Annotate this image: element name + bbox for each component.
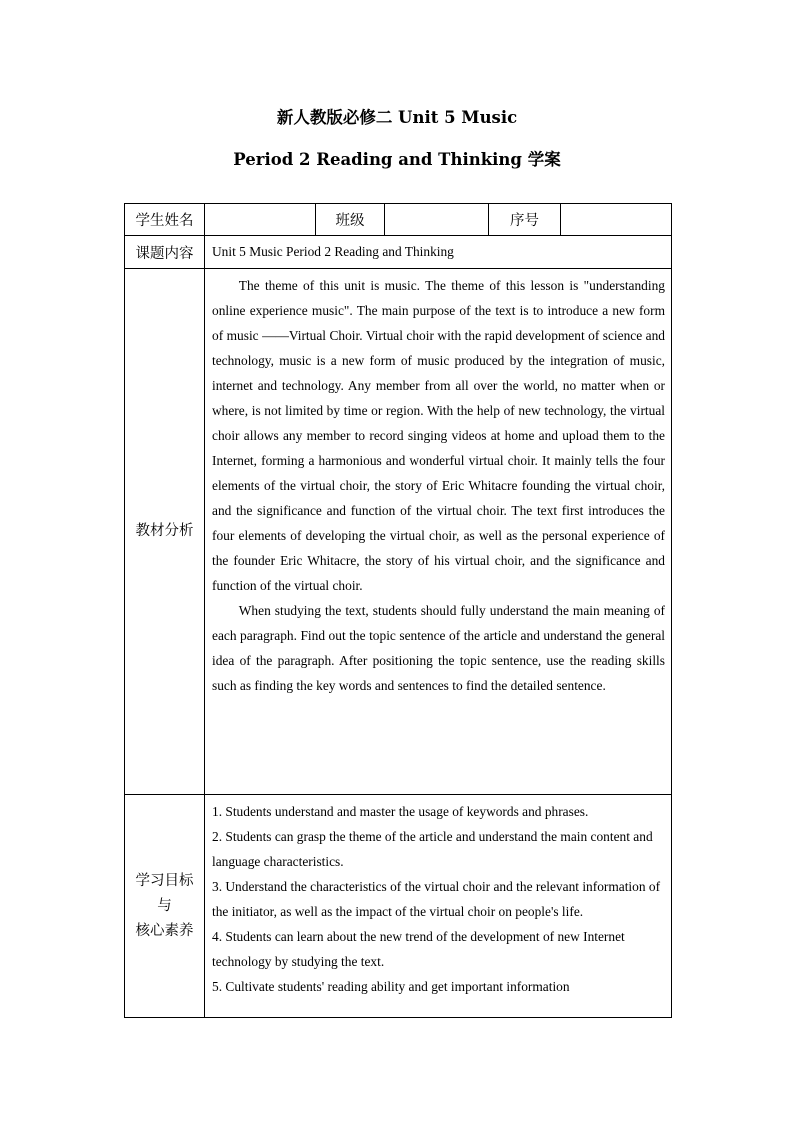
class-label: 班级 bbox=[316, 204, 385, 236]
analysis-paragraph-2: When studying the text, students should fully understand the main meaning of each paragraph. Find out the topic sentence of the article and understand the general idea of the paragraph. After positioning the topic sentence, use the reading skills such as finding the key words and sentences to find the detailed sentence. bbox=[212, 603, 665, 693]
objective-item: 3. Understand the characteristics of the virtual choir and the relevant information of the initiator, as well as the impact of the virtual choir on people's life. bbox=[212, 879, 661, 919]
class-field[interactable] bbox=[385, 204, 489, 236]
topic-value: Unit 5 Music Period 2 Reading and Thinking bbox=[205, 236, 672, 269]
objectives-label-line-3: 核心素养 bbox=[135, 922, 194, 939]
student-info-row bbox=[125, 204, 672, 236]
objectives-row bbox=[125, 795, 672, 1018]
objective-item: 5. Cultivate students' reading ability and get important information bbox=[212, 979, 570, 994]
student-name-field[interactable] bbox=[205, 204, 316, 236]
analysis-label: 教材分析 bbox=[125, 269, 205, 795]
objectives-label-line-2: 与 bbox=[157, 897, 172, 914]
document-title: 新人教版必修二 Unit 5 Music bbox=[276, 108, 518, 127]
number-field[interactable] bbox=[561, 204, 672, 236]
number-label: 序号 bbox=[489, 204, 561, 236]
objectives-label-line-1: 学习目标 bbox=[135, 872, 194, 889]
objective-item: 4. Students can learn about the new trend of the development of new Internet technology by studying the text. bbox=[212, 929, 625, 969]
document-subtitle: Period 2 Reading and Thinking 学案 bbox=[233, 150, 561, 169]
analysis-row bbox=[125, 269, 672, 795]
topic-row bbox=[125, 236, 672, 269]
objective-item: 2. Students can grasp the theme of the article and understand the main content and language characteristics. bbox=[212, 829, 653, 869]
analysis-paragraph-1: The theme of this unit is music. The theme of this lesson is "understanding online experience music". The main purpose of the text is to introduce a new form of music ——Virtual Choir. Virtual choir with the rapid development of science and technology, music is a new form of music produced by the integration of music, internet and technology. Any member from all over the world, no matter when or where, is not limited by time or region. With the help of new technology, the virtual choir allows any member to record singing videos at home and upload them to the Internet, forming a harmonious and wonderful virtual choir. It mainly tells the four elements of the virtual choir, the story of Eric Whitacre founding the virtual choir, and the significance and function of the virtual choir. The text first introduces the four elements of developing the virtual choir, as well as the personal experience of the founder Eric Whitacre, the story of his virtual choir, and the significance and function of the virtual choir. bbox=[212, 278, 665, 593]
objectives-content bbox=[205, 795, 672, 1018]
student-name-label: 学生姓名 bbox=[125, 204, 205, 236]
objectives-label bbox=[125, 795, 205, 1018]
objective-item: 1. Students understand and master the usage of keywords and phrases. bbox=[212, 804, 589, 819]
topic-label: 课题内容 bbox=[125, 236, 205, 269]
lesson-plan-table bbox=[124, 203, 672, 1018]
analysis-content bbox=[205, 269, 672, 795]
